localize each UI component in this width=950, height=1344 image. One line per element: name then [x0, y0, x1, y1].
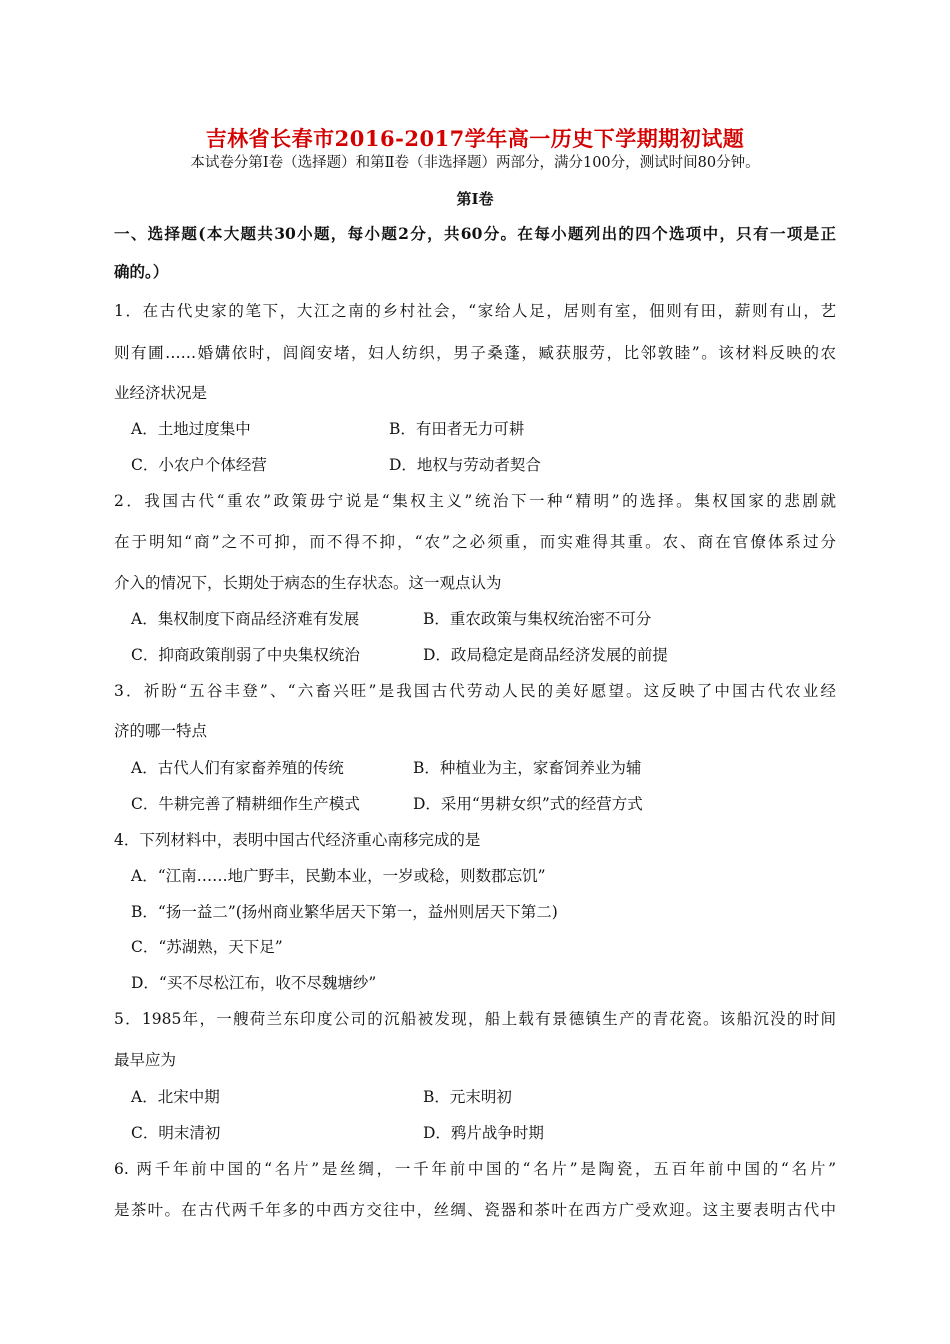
exam-intro: 本试卷分第Ⅰ卷（选择题）和第Ⅱ卷（非选择题）两部分，满分100分，测试时间80分钟。 [190, 155, 760, 171]
question-5-stem: 5．1985年，一艘荷兰东印度公司的沉船被发现，船上载有景德镇生产的青花瓷。该船沉没的时间 [114, 1010, 836, 1028]
question-1-stem: 业经济状况是 [114, 384, 208, 402]
question-1-option-b: B．有田者无力可耕 [389, 420, 525, 438]
instructions-line: 一、选择题(本大题共30小题，每小题2分，共60分。在每小题列出的四个选项中，只有一项是正 [114, 224, 836, 243]
question-2-stem: 介入的情况下，长期处于病态的生存状态。这一观点认为 [114, 574, 502, 592]
question-2-option-a: A．集权制度下商品经济难有发展 [131, 610, 360, 628]
question-3-stem: 济的哪一特点 [114, 722, 208, 740]
question-2-option-c: C．抑商政策削弱了中央集权统治 [131, 646, 360, 664]
question-1-option-d: D．地权与劳动者契合 [389, 456, 541, 474]
question-4-option-b: B．“扬一益二”(扬州商业繁华居天下第一，益州则居天下第二) [131, 903, 558, 921]
question-6-stem: 是茶叶。在古代两千年多的中西方交往中，丝绸、瓷器和茶叶在西方广受欢迎。这主要表明古代中 [114, 1201, 836, 1219]
question-6-stem: 6. 两千年前中国的“名片”是丝绸，一千年前中国的“名片”是陶瓷，五百年前中国的“名片” [114, 1160, 836, 1178]
question-2-stem: 在于明知“商”之不可抑，而不得不抑，“农”之必须重，而实难得其重。农、商在官僚体系过分 [114, 533, 836, 551]
question-3-option-b: B．种植业为主，家畜饲养业为辅 [413, 759, 642, 777]
question-5-option-b: B．元末明初 [423, 1088, 512, 1106]
question-2-option-b: B．重农政策与集权统治密不可分 [423, 610, 652, 628]
section-heading: 第Ⅰ卷 [456, 190, 494, 208]
question-3-stem: 3．祈盼“五谷丰登”、“六畜兴旺”是我国古代劳动人民的美好愿望。这反映了中国古代农业经 [114, 682, 836, 700]
question-5-stem: 最早应为 [114, 1051, 177, 1069]
question-1-stem: 1．在古代史家的笔下，大江之南的乡村社会，“家给人足，居则有室，佃则有田，薪则有山，艺 [114, 302, 836, 320]
question-5-option-a: A．北宋中期 [131, 1088, 220, 1106]
question-1-option-a: A．土地过度集中 [131, 420, 251, 438]
question-3-option-a: A．古代人们有家畜养殖的传统 [131, 759, 344, 777]
instructions-line: 确的。） [114, 262, 169, 281]
exam-title: 吉林省长春市2016-2017学年高一历史下学期期初试题 [205, 126, 745, 151]
question-3-option-c: C．牛耕完善了精耕细作生产模式 [131, 795, 360, 813]
question-1-stem: 则有圃……婚媾依时，闾阎安堵，妇人纺织，男子桑蓬，臧获服劳，比邻敦睦”。该材料反映的农 [114, 344, 836, 362]
question-4-option-a: A．“江南……地广野丰，民勤本业，一岁或稔，则数郡忘饥” [131, 867, 546, 885]
question-4-option-c: C．“苏湖熟，天下足” [131, 938, 283, 956]
question-4-stem: 4．下列材料中，表明中国古代经济重心南移完成的是 [114, 831, 481, 849]
question-3-option-d: D．采用“男耕女织”式的经营方式 [413, 795, 643, 813]
question-5-option-d: D．鸦片战争时期 [423, 1124, 544, 1142]
question-5-option-c: C．明末清初 [131, 1124, 221, 1142]
question-1-option-c: C．小农户个体经营 [131, 456, 267, 474]
question-2-option-d: D．政局稳定是商品经济发展的前提 [423, 646, 668, 664]
question-4-option-d: D．“买不尽松江布，收不尽魏塘纱” [131, 974, 377, 992]
question-2-stem: 2．我国古代“重农”政策毋宁说是“集权主义”统治下一种“精明”的选择。集权国家的悲剧就 [114, 492, 836, 510]
